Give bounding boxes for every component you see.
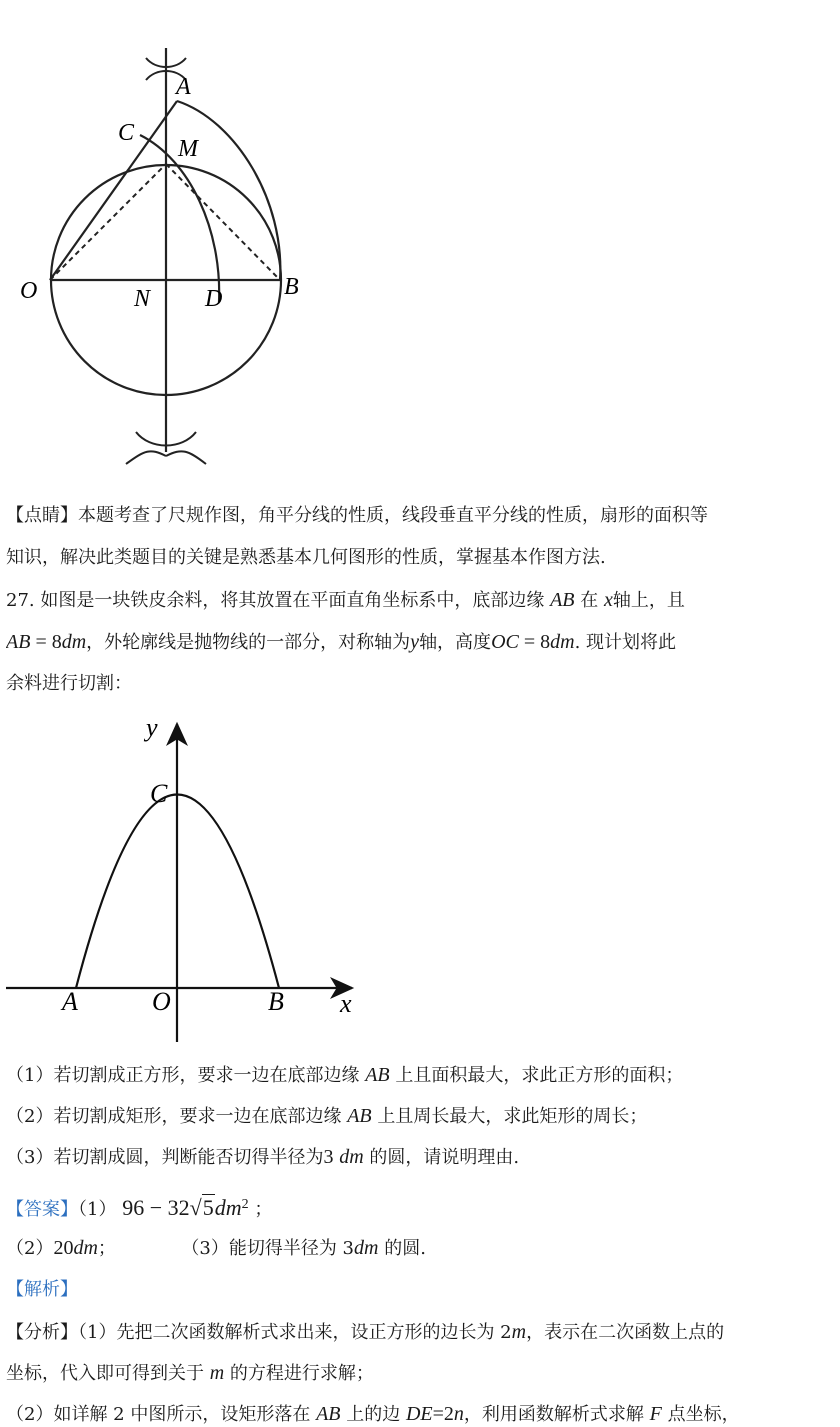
answer-line-2 — [6, 1236, 836, 1261]
math-num: =2 — [432, 1403, 454, 1425]
sqrt-symbol: √ — [189, 1195, 202, 1220]
answer-text: ； — [254, 1199, 273, 1220]
problem-text: 在 — [580, 590, 599, 611]
answer-text: 的圆. — [378, 1238, 426, 1259]
fenxi-tag: 【分析】 — [6, 1322, 78, 1343]
analysis-line-3 — [6, 1402, 836, 1427]
analysis-text: 点坐标， — [661, 1404, 740, 1425]
analysis-text: ，利用函数解析式求解 — [463, 1404, 650, 1425]
math-unit: dm — [550, 631, 575, 653]
problem-text: 27. 如图是一块铁皮余料，将其放置在平面直角坐标系中，底部边缘 — [6, 590, 545, 611]
label-b: B — [284, 274, 299, 300]
math-eq: = 8 — [30, 631, 62, 653]
dashed-mb — [166, 164, 280, 280]
analysis-tag: 【解析】 — [6, 1279, 78, 1300]
label-o: O — [20, 278, 38, 304]
label-y: y — [146, 713, 158, 742]
question-text: （1）若切割成正方形，要求一边在底部边缘 — [6, 1065, 360, 1086]
math-num: 3 — [323, 1146, 334, 1168]
dianjing-tag: 【点睛】 — [6, 505, 78, 526]
math-unit: dm — [73, 1237, 98, 1259]
analysis-text: 上的边 — [340, 1404, 406, 1425]
analysis-text: ，表示在二次函数上点的 — [526, 1322, 725, 1343]
question-text: （2）若切割成矩形，要求一边在底部边缘 — [6, 1106, 342, 1127]
label-m: M — [178, 136, 198, 162]
math-exponent: 2 — [241, 1197, 249, 1212]
math-de: DE — [405, 1403, 433, 1425]
question-text: 上且面积最大，求此正方形的面积； — [395, 1065, 684, 1086]
analysis-line-1 — [6, 1320, 836, 1345]
dianjing-line-1 — [6, 504, 836, 528]
dianjing-text-2: 知识，解决此类题目的关键是熟悉基本几何图形的性质，掌握基本作图方法. — [6, 547, 606, 568]
math-n: n — [453, 1403, 464, 1425]
analysis-tag-line — [6, 1278, 836, 1302]
label-o: O — [152, 987, 171, 1016]
label-n: N — [134, 286, 151, 312]
math-f: F — [649, 1403, 662, 1425]
analysis-text: 的方程进行求解； — [224, 1363, 374, 1384]
answer-text: 能切得半径为 3 — [228, 1238, 355, 1259]
answer-tag: 【答案】 — [6, 1199, 78, 1220]
answer-text: ； — [97, 1238, 116, 1259]
question-1 — [6, 1063, 836, 1088]
math-num: 20 — [53, 1237, 74, 1259]
math-unit: dm — [214, 1195, 242, 1220]
question-3 — [6, 1145, 836, 1170]
answer-label: （2） — [6, 1238, 54, 1259]
math-m: m — [511, 1321, 527, 1343]
question-2 — [6, 1104, 836, 1129]
question-text: 的圆，请说明理由. — [369, 1147, 520, 1168]
label-c: C — [118, 120, 135, 146]
problem-text: . 现计划将此 — [574, 632, 677, 653]
analysis-text: （2）如详解 2 中图所示，设矩形落在 — [6, 1404, 317, 1425]
math-unit: dm — [61, 631, 87, 653]
segment-oa — [50, 101, 177, 280]
math-y: y — [410, 631, 420, 653]
answer-label: （3） — [181, 1238, 229, 1259]
math-radicand: 5 — [202, 1195, 214, 1220]
bottom-arc-2 — [166, 451, 206, 464]
math-ab: AB — [316, 1403, 341, 1425]
math-unit: dm — [354, 1237, 379, 1259]
math-m: m — [209, 1362, 225, 1384]
math-expr: 96 − 32 — [122, 1195, 190, 1220]
math-ab: AB — [550, 589, 575, 611]
problem-27-line-3 — [6, 672, 836, 696]
figure-construction — [0, 40, 330, 484]
dianjing-line-2 — [6, 546, 836, 570]
math-ab: AB — [6, 631, 31, 653]
label-x: x — [340, 989, 352, 1018]
problem-text: 轴上，且 — [612, 590, 685, 611]
question-text: （3）若切割成圆，判断能否切得半径为 — [6, 1147, 324, 1168]
math-ab: AB — [365, 1064, 390, 1086]
answer-line-1 — [6, 1190, 836, 1220]
problem-text: ，外轮廓线是抛物线的一部分，对称轴为 — [86, 632, 411, 653]
label-b: B — [268, 987, 284, 1016]
analysis-text: 坐标，代入即可得到关于 — [6, 1363, 210, 1384]
bottom-arc-1 — [126, 451, 166, 464]
label-a: A — [62, 987, 78, 1016]
parabola-diagram — [0, 712, 370, 1047]
dianjing-text-1: 本题考查了尺规作图，角平分线的性质，线段垂直平分线的性质，扇形的面积等 — [78, 505, 708, 526]
math-eq: = 8 — [518, 631, 551, 653]
analysis-line-2 — [6, 1361, 836, 1386]
label-a: A — [176, 74, 191, 100]
label-d: D — [205, 286, 223, 312]
math-ab: AB — [347, 1105, 372, 1127]
math-unit: dm — [339, 1146, 364, 1168]
construction-diagram — [0, 40, 330, 480]
analysis-text: （1）先把二次函数解析式求出来，设正方形的边长为 2 — [78, 1322, 512, 1343]
math-oc: OC — [491, 631, 519, 653]
problem-text: 余料进行切割： — [6, 673, 132, 694]
answer-label: （1） — [78, 1199, 117, 1220]
figure-parabola — [0, 712, 370, 1051]
problem-27-line-1 — [6, 588, 836, 613]
label-c: C — [150, 779, 168, 808]
math-x: x — [604, 589, 613, 611]
question-text: 上且周长最大，求此矩形的周长； — [377, 1106, 648, 1127]
problem-text: 轴，高度 — [419, 632, 492, 653]
problem-27-line-2 — [6, 630, 836, 655]
